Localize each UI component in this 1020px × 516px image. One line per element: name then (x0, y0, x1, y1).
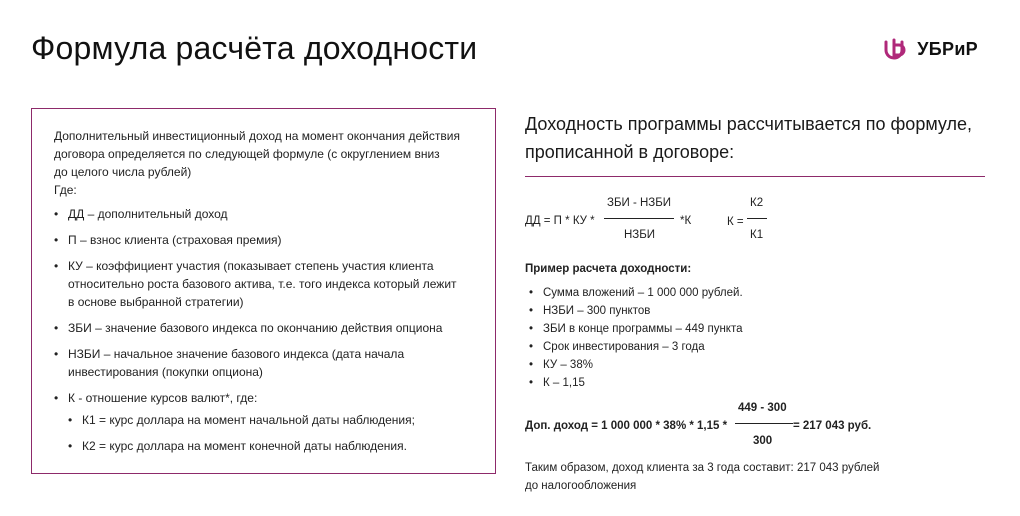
conclusion-line: Таким образом, доход клиента за 3 года составит: 217 043 рублей (525, 462, 880, 474)
fraction-line (604, 218, 674, 219)
intro-text (54, 127, 473, 199)
list-item-text: • К - отношение курсов валют*, где: (68, 391, 258, 405)
list-item-text: К1 = курс доллара на момент начальной даты наблюдения; (82, 413, 415, 427)
list-item-text: • КУ – коэффициент участия (показывает степень участия клиента (68, 259, 434, 273)
list-item-text: инвестирования (покупки опциона) (68, 365, 263, 379)
k-denominator: К1 (750, 229, 764, 241)
list-item-text: ЗБИ – значение базового индекса по окончанию действия опциона (68, 321, 443, 335)
divider (525, 176, 985, 177)
k-formula-prefix: К = (727, 216, 744, 228)
list-item (54, 389, 473, 455)
example-title: Пример расчета доходности: (525, 263, 692, 275)
list-item-text: • НЗБИ – начальное значение базового индекса (дата начала (68, 347, 405, 361)
list-item-text: П – взнос клиента (страховая премия) (68, 233, 282, 247)
fraction-line (747, 218, 767, 219)
list-item: • К – 1,15 (525, 375, 985, 391)
page-title: Формула расчёта доходности (31, 30, 478, 66)
income-prefix: Доп. доход = 1 000 000 * 38% * 1,15 * (525, 420, 728, 432)
income-formula (525, 402, 985, 449)
definitions-list (54, 205, 473, 455)
k-numerator: К2 (750, 197, 764, 209)
list-item (54, 231, 473, 249)
formula-panel (525, 110, 985, 495)
list-item: • Сумма вложений – 1 000 000 рублей. (525, 285, 985, 301)
list-item-text: в основе выбранной стратегии) (68, 295, 244, 309)
formula-heading (525, 110, 985, 166)
intro-line: договора определяется по следующей формуле (с округлением вниз (54, 147, 440, 161)
heading-line: прописанной в договоре: (525, 142, 735, 162)
sub-list-item (68, 411, 473, 429)
fraction-line (735, 423, 793, 424)
income-denominator: 300 (753, 435, 773, 447)
list-item: • Срок инвестирования – 3 года (525, 339, 985, 355)
formula-suffix: *К (680, 215, 692, 227)
list-item: • НЗБИ – 300 пунктов (525, 303, 985, 319)
list-item (54, 345, 473, 381)
list-item-text: ДД – дополнительный доход (68, 207, 228, 221)
list-item-text: относительно роста базового актива, т.е. того индекса который лежит (68, 277, 457, 291)
intro-line: до целого числа рублей) (54, 165, 192, 179)
formula (525, 195, 985, 255)
logo (883, 38, 978, 60)
list-item-text: К2 = курс доллара на момент конечной даты наблюдения. (82, 439, 407, 453)
example-list (525, 285, 985, 391)
sub-list-item (68, 437, 473, 455)
list-item (54, 205, 473, 223)
income-numerator: 449 - 300 (738, 402, 787, 414)
conclusion-line: до налогообложения (525, 480, 637, 492)
list-item (54, 319, 473, 337)
logo-text: УБРиР (917, 38, 978, 59)
formula-denominator: НЗБИ (624, 229, 656, 241)
intro-line: Где: (54, 183, 77, 197)
formula-prefix: ДД = П * КУ * (525, 215, 595, 227)
intro-line: Дополнительный инвестиционный доход на момент окончания действия (54, 129, 460, 143)
sub-list (68, 411, 473, 455)
heading-line: Доходность программы рассчитывается по формуле, (525, 114, 973, 134)
ubrir-logo-icon (883, 38, 911, 60)
formula-numerator: ЗБИ - НЗБИ (607, 197, 672, 209)
list-item: • ЗБИ в конце программы – 449 пункта (525, 321, 985, 337)
income-result: = 217 043 руб. (793, 420, 872, 432)
definitions-box (31, 108, 496, 474)
list-item: • КУ – 38% (525, 357, 985, 373)
list-item (54, 257, 473, 311)
conclusion-text (525, 459, 985, 495)
